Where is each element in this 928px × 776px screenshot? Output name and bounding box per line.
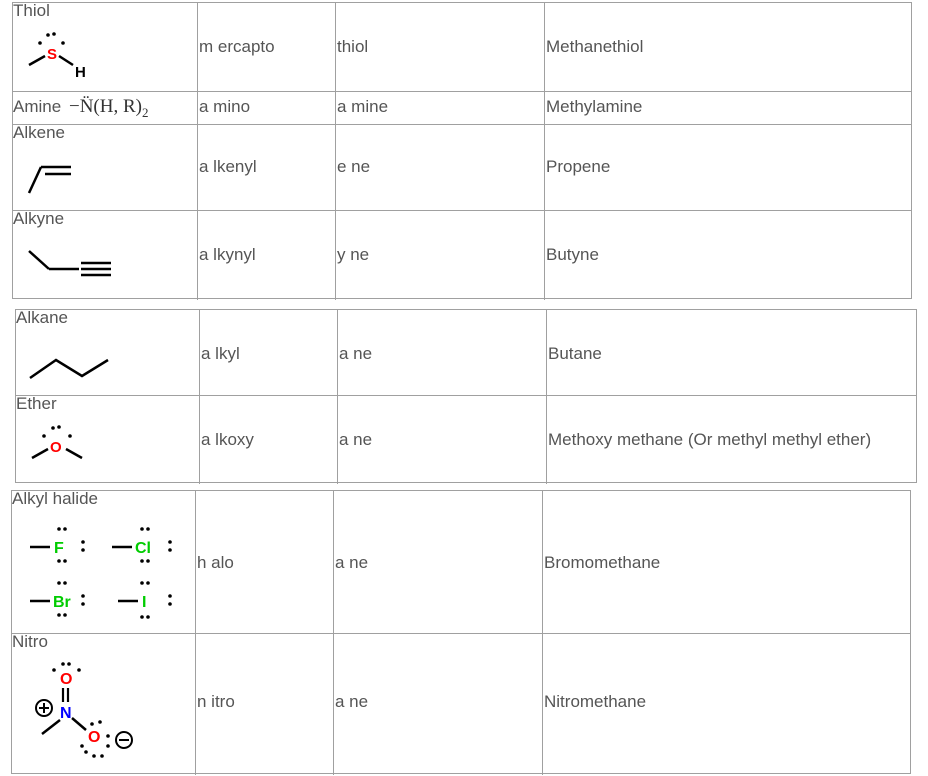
prefix-text: m ercapto	[199, 37, 275, 56]
example-cell	[544, 211, 911, 300]
table-row-alkyl-halide	[12, 491, 910, 634]
example-cell	[544, 3, 911, 91]
table-row-thiol	[13, 3, 911, 92]
table-row-amine	[13, 92, 911, 125]
example-text: Bromomethane	[544, 553, 661, 572]
sulfur-atom: S	[47, 46, 58, 63]
table-row-alkyne	[13, 211, 911, 300]
table-row-alkane	[16, 310, 916, 396]
group-name: Alkene	[13, 123, 65, 142]
suffix-text: a ne	[339, 344, 373, 363]
group-cell	[13, 92, 197, 124]
table-1	[12, 2, 912, 299]
group-name: Nitro	[12, 632, 48, 651]
group-name: Alkyl halide	[12, 489, 98, 508]
prefix-cell	[195, 491, 333, 633]
example-text: Methylamine	[546, 97, 643, 116]
thiol-structure-icon	[25, 25, 95, 81]
group-name: Thiol	[13, 1, 50, 20]
nitro-structure-icon	[28, 656, 168, 764]
group-cell	[16, 310, 199, 395]
nitro-nitrogen: N	[60, 705, 72, 722]
table-3	[11, 490, 911, 774]
hydrogen-atom: H	[75, 64, 86, 81]
group-cell	[13, 125, 197, 210]
group-cell	[13, 3, 197, 91]
suffix-text: a ne	[339, 430, 373, 449]
suffix-cell	[337, 310, 546, 395]
prefix-cell	[199, 310, 337, 395]
nitro-oxygen-top: O	[60, 671, 73, 688]
example-text: Methoxy methane (Or methyl methyl ether)	[548, 430, 872, 449]
suffix-cell	[335, 3, 544, 91]
ether-structure-icon	[28, 418, 98, 468]
alkene-structure-icon	[27, 161, 77, 195]
prefix-cell	[197, 3, 335, 91]
suffix-text: a ne	[335, 553, 369, 572]
group-name: Ether	[16, 394, 57, 413]
suffix-cell	[333, 634, 542, 775]
suffix-cell	[335, 125, 544, 210]
table-row-ether	[16, 396, 916, 484]
prefix-cell	[199, 396, 337, 484]
table-row-nitro	[12, 634, 910, 775]
group-cell	[12, 634, 195, 775]
group-name: Alkane	[16, 308, 68, 327]
suffix-cell	[333, 491, 542, 633]
example-text: Methanethiol	[546, 37, 644, 56]
suffix-text: a mine	[337, 97, 389, 116]
group-name: Alkyne	[13, 209, 65, 228]
nitro-oxygen-right: O	[88, 729, 101, 746]
prefix-cell	[197, 211, 335, 300]
prefix-text: h alo	[197, 553, 234, 572]
prefix-text: a lkenyl	[199, 157, 257, 176]
prefix-text: a mino	[199, 97, 251, 116]
example-cell	[544, 125, 911, 210]
alkyne-structure-icon	[27, 247, 117, 279]
group-name: Amine	[13, 97, 62, 116]
prefix-text: n itro	[197, 692, 235, 711]
prefix-cell	[195, 634, 333, 775]
example-cell	[546, 396, 916, 484]
group-cell	[12, 491, 195, 633]
prefix-text: a lkoxy	[201, 430, 254, 449]
bromine-atom: Br	[53, 594, 71, 611]
iodine-atom: I	[142, 594, 147, 611]
fluorine-atom: F	[54, 540, 64, 557]
example-cell	[544, 92, 911, 124]
amine-formula-main: −N̈(H, R)	[69, 96, 142, 117]
group-cell	[13, 211, 197, 300]
example-cell	[542, 634, 910, 775]
amine-formula-sub: 2	[142, 104, 149, 120]
prefix-text: a lkyl	[201, 344, 240, 363]
example-text: Butyne	[546, 245, 599, 264]
table-2	[15, 309, 917, 483]
suffix-text: e ne	[337, 157, 371, 176]
prefix-cell	[197, 125, 335, 210]
halide-structure-icon	[28, 517, 188, 629]
amine-formula	[69, 96, 149, 121]
example-text: Nitromethane	[544, 692, 647, 711]
example-text: Propene	[546, 157, 611, 176]
suffix-text: thiol	[337, 37, 369, 56]
example-cell	[542, 491, 910, 633]
oxygen-atom: O	[50, 439, 62, 456]
table-row-alkene	[13, 125, 911, 211]
prefix-cell	[197, 92, 335, 124]
suffix-cell	[335, 211, 544, 300]
suffix-cell	[337, 396, 546, 484]
example-cell	[546, 310, 916, 395]
chlorine-atom: Cl	[135, 540, 151, 557]
suffix-text: y ne	[337, 245, 370, 264]
prefix-text: a lkynyl	[199, 245, 256, 264]
example-text: Butane	[548, 344, 602, 363]
group-cell	[16, 396, 199, 484]
suffix-text: a ne	[335, 692, 369, 711]
alkane-structure-icon	[28, 354, 112, 382]
suffix-cell	[335, 92, 544, 124]
